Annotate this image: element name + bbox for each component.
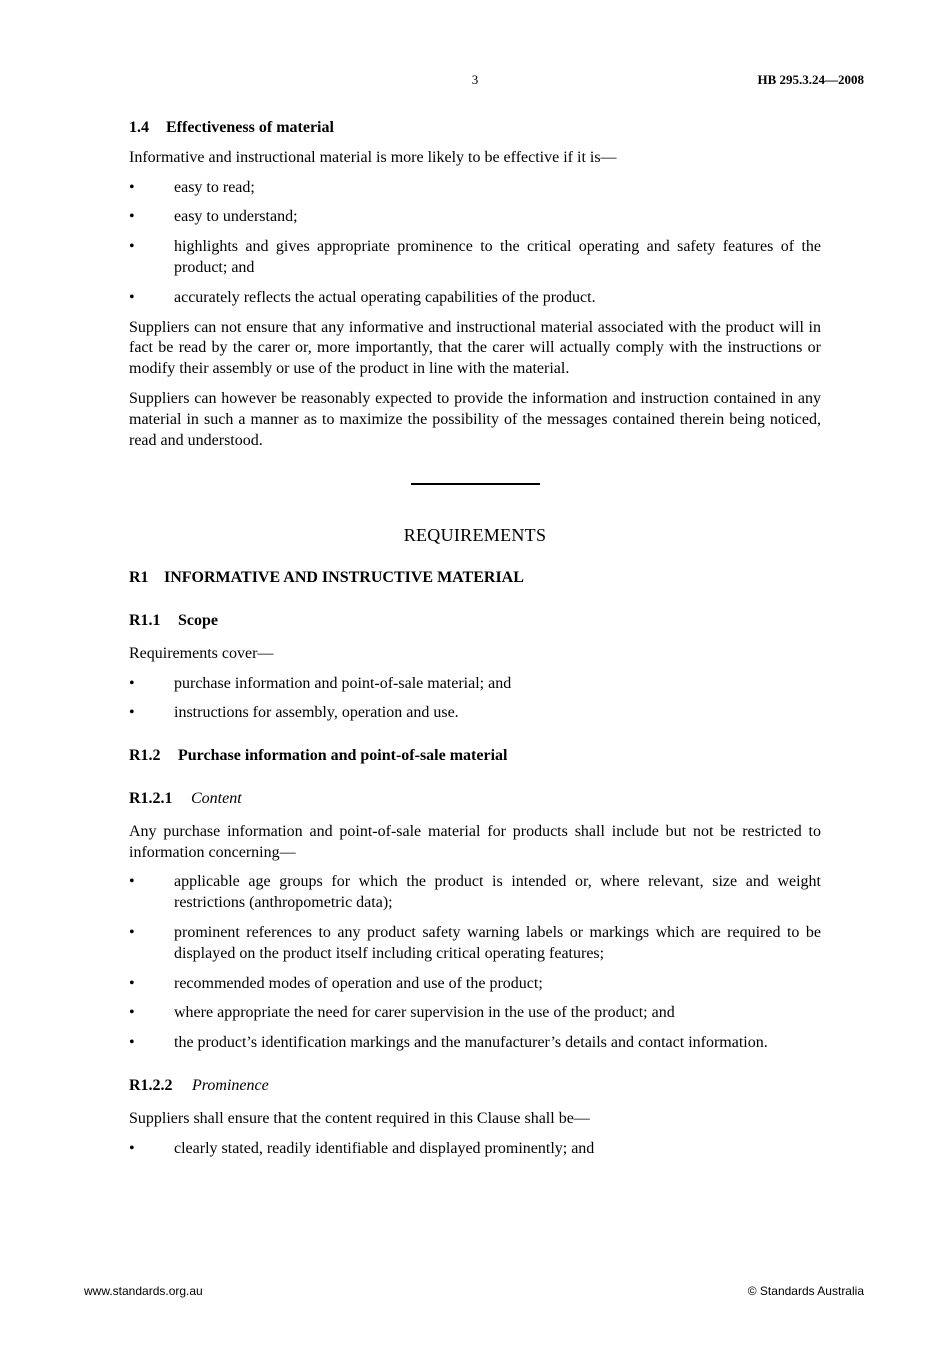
list-item: • purchase information and point-of-sale material; and	[129, 674, 821, 695]
section-1-4-paragraph-2: Suppliers can however be reasonably expected to provide the information and instruction contained in any material in such a manner as to maximize the possibility of the messages contained therein being noticed, read and understood.	[129, 389, 821, 449]
list-item: • the product’s identification markings and the manufacturer’s details and contact information.	[129, 1033, 821, 1054]
bullet-icon: •	[129, 873, 135, 891]
section-title: Content	[191, 789, 242, 807]
list-item: • easy to read;	[129, 178, 821, 199]
bullet-icon: •	[129, 238, 135, 256]
section-title: Scope	[178, 611, 218, 629]
bullet-icon: •	[129, 208, 135, 226]
list-item: • recommended modes of operation and use of the product;	[129, 974, 821, 995]
section-title: INFORMATIVE AND INSTRUCTIVE MATERIAL	[164, 569, 524, 587]
r1-2-heading	[129, 746, 821, 767]
list-item: • where appropriate the need for carer supervision in the use of the product; and	[129, 1003, 821, 1024]
section-1-4-paragraph-1: Suppliers can not ensure that any informative and instructional material associated with the product will in fact be read by the carer or, more importantly, that the carer will actually comply with the instructions or modify their assembly or use of the product in line with the material.	[129, 318, 821, 378]
footer-website: www.standards.org.au	[84, 1284, 203, 1298]
section-title: Effectiveness of material	[166, 119, 334, 136]
section-title: Purchase information and point-of-sale material	[178, 747, 508, 765]
list-item: • accurately reflects the actual operating capabilities of the product.	[129, 288, 821, 309]
bullet-icon: •	[129, 288, 135, 306]
list-item: • prominent references to any product safety warning labels or markings which are required to be displayed on the product itself including critical operating features;	[129, 923, 821, 962]
section-1-4-heading	[129, 118, 821, 139]
section-title: Prominence	[192, 1076, 269, 1094]
bullet-icon: •	[129, 1034, 135, 1052]
section-1-4-intro: Informative and instructional material is more likely to be effective if it is—	[129, 148, 617, 166]
r1-2-1-bullet-list	[129, 872, 821, 1054]
bullet-icon: •	[129, 704, 135, 722]
r1-1-intro: Requirements cover—	[129, 644, 274, 662]
r1-heading	[129, 568, 821, 589]
section-number: 1.4	[129, 119, 149, 136]
section-1-4-bullet-list	[129, 178, 821, 309]
section-number: R1.2	[129, 747, 161, 765]
bullet-icon: •	[129, 178, 135, 196]
section-divider	[411, 483, 540, 485]
section-number: R1	[129, 569, 149, 587]
bullet-icon: •	[129, 1004, 135, 1022]
r1-2-2-intro: Suppliers shall ensure that the content required in this Clause shall be—	[129, 1109, 590, 1127]
bullet-icon: •	[129, 923, 135, 941]
r1-2-1-intro: Any purchase information and point-of-sale material for products shall include but not be restricted to information concerning—	[129, 822, 821, 861]
list-item: • highlights and gives appropriate prominence to the critical operating and safety features of the product; and	[129, 238, 821, 276]
document-code: HB 295.3.24—2008	[757, 72, 864, 87]
r1-2-2-bullet-list	[129, 1139, 821, 1160]
bullet-icon: •	[129, 1139, 135, 1157]
section-number: R1.2.2	[129, 1076, 173, 1094]
list-item: • clearly stated, readily identifiable and displayed prominently; and	[129, 1139, 821, 1160]
list-item: • easy to understand;	[129, 207, 821, 228]
r1-1-bullet-list	[129, 674, 821, 725]
bullet-icon: •	[129, 974, 135, 992]
footer-copyright: © Standards Australia	[747, 1284, 864, 1298]
bullet-icon: •	[129, 674, 135, 692]
list-item: • instructions for assembly, operation and use.	[129, 703, 821, 724]
r1-2-2-heading	[129, 1076, 821, 1097]
section-number: R1.1	[129, 611, 161, 629]
section-number: R1.2.1	[129, 789, 173, 807]
requirements-title: REQUIREMENTS	[403, 525, 547, 546]
page-number: 3	[471, 72, 479, 87]
list-item: • applicable age groups for which the product is intended or, where relevant, size and weight restrictions (anthropometric data);	[129, 873, 821, 912]
r1-2-1-heading	[129, 789, 821, 810]
document-body	[129, 118, 821, 1168]
r1-1-heading	[129, 611, 821, 632]
